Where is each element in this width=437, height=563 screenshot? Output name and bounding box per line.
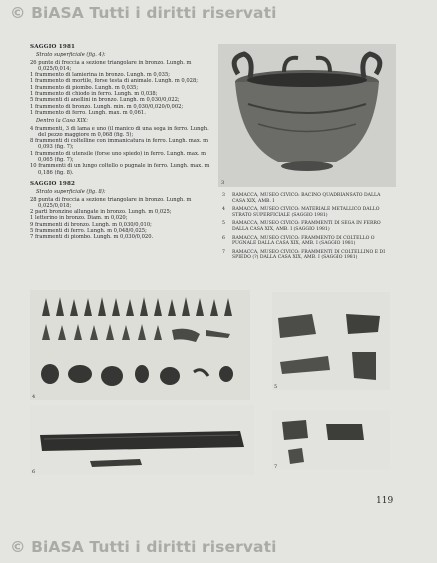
section-heading-1981: SAGGIO 1981: [30, 44, 76, 50]
subheading-casa-xix: Dentro la Casa XIX:: [36, 118, 88, 125]
figure-label: 6: [32, 469, 36, 475]
figure-5-saw-fragments-photo: [272, 292, 390, 390]
list-item: 7 frammenti di piombo. Lungh. m 0,030/0,020.: [30, 234, 154, 241]
caption-6: [222, 236, 394, 247]
list-item: 4 frammenti, 3 di lama e uno (il manico di una sega in ferro. Lungh. del pezzo maggiore m 0,068 (fig. 5);: [30, 125, 209, 138]
caption-number: 7: [222, 249, 225, 255]
list-item: 1 frammento di bronzo. Lungh. min. m 0,030/0,020/0,002;: [30, 103, 184, 110]
list-1982-strato: [30, 197, 215, 241]
caption-5: [222, 221, 394, 232]
caption-text: RAMACCA, MUSEO CIVICO: FRAMMENTO DI COLTELLO O PUGNALE DALLA CASA XIX, AMB. I (SAGGIO 1981): [232, 235, 375, 247]
figure-7-fragments-photo: [272, 410, 390, 470]
caption-text: RAMACCA, MUSEO CIVICO: FRAMMENTI DI COLTELLINO E DI SPIEDO (?) DALLA CASA XIX, AMB. I (SAGGIO 1981): [232, 249, 386, 261]
left-column-text: [30, 44, 215, 241]
caption-number: 6: [222, 235, 225, 241]
figure-label: 5: [274, 384, 278, 390]
figure-label: 3: [221, 180, 225, 186]
caption-text: RAMACCA, MUSEO CIVICO: MATERIALE METALLICO DALLO STRATO SUPERFICIALE (SAGGIO 1981): [232, 207, 380, 218]
list-item: 5 frammenti di ferro. Lungh. m 0,048/0,025;: [30, 228, 147, 235]
list-item: 1 letterino in bronzo. Diam. m 0,020;: [30, 215, 128, 222]
figure-label: 7: [274, 464, 278, 470]
list-item: 1 frammento di lamierina in bronzo. Lungh. m 0,035;: [30, 72, 171, 79]
watermark-bottom: © BiASA Tutti i diritti riservati: [10, 538, 277, 556]
caption-number: 3: [222, 193, 225, 198]
list-item: 1 frammento di piombo. Lungh. m 0,035;: [30, 84, 139, 91]
list-item: 2 parti bronzine allungate in bronzo. Lungh. m 0,025;: [30, 209, 172, 216]
watermark-top: © BiASA Tutti i diritti riservati: [10, 4, 277, 22]
caption-number: 5: [222, 221, 225, 227]
list-item: 28 punta di freccia a sezione triangolare in bronzo. Lungh. m 0,025/0,018;: [30, 196, 192, 209]
caption-text: RAMACCA, MUSEO CIVICO: FRAMMENTI DI SEGA IN FERRO DALLA CASA XIX, AMB. I (SAGGIO 1981): [232, 221, 381, 232]
list-item: 1 frammento di utensile (forse uno spiedo) in ferro. Lungh. max. m 0,065 (fig. 7);: [30, 150, 207, 164]
list-item: 26 punte di freccia a sezione triangolare in bronzo. Lungh. m 0,025/0,014;: [30, 59, 192, 72]
caption-3: [222, 193, 394, 204]
figure-4-arrowheads-photo: [30, 290, 250, 400]
list-item: 1 frammento di mortile, forse testa di animale. Lungh. m 0,028;: [30, 78, 199, 85]
figure-captions: [222, 193, 394, 264]
list-item: 5 frammenti di anellini in bronzo. Lungh. m 0,030/0,022;: [30, 97, 180, 104]
list-item: 1 frammento di ferro. Lungh. max. m 0,061.: [30, 109, 146, 116]
list-1981-strato: [30, 60, 215, 117]
caption-number: 4: [222, 207, 225, 213]
page-number: 119: [376, 496, 394, 506]
section-heading-1982: SAGGIO 1982: [30, 180, 76, 187]
caption-7: [222, 250, 394, 261]
caption-4: [222, 207, 394, 218]
figure-label: 4: [32, 394, 36, 400]
subheading-strato-1982: Strato superficiale (fig. 8):: [36, 189, 106, 196]
list-item: 10 frammenti di un lungo coltello o pugnale in ferro. Lungh. max. m 0,186 (fig. 8).: [30, 163, 210, 176]
list-item: 9 frammenti di bronzo. Lungh. m 0,030/0,010;: [30, 221, 152, 228]
figure-6-knife-photo: [30, 405, 254, 475]
list-item: 1 frammento di chiodo in ferro. Lungh. m 0,038;: [30, 91, 158, 98]
list-casa-xix: [30, 126, 215, 176]
caption-text: RAMACCA, MUSEO CIVICO: BACINO QUADRIANSATO DALLA CASA XIX, AMB. I: [232, 193, 381, 204]
subheading-strato-1981: Strato superficiale (fig. 4):: [36, 52, 106, 59]
list-item: 8 frammenti di coltelline con immanicatura in ferro. Lungh. max. m 0,093 (fig. 7);: [30, 138, 209, 151]
figure-3-bowl-photo: [218, 44, 396, 187]
